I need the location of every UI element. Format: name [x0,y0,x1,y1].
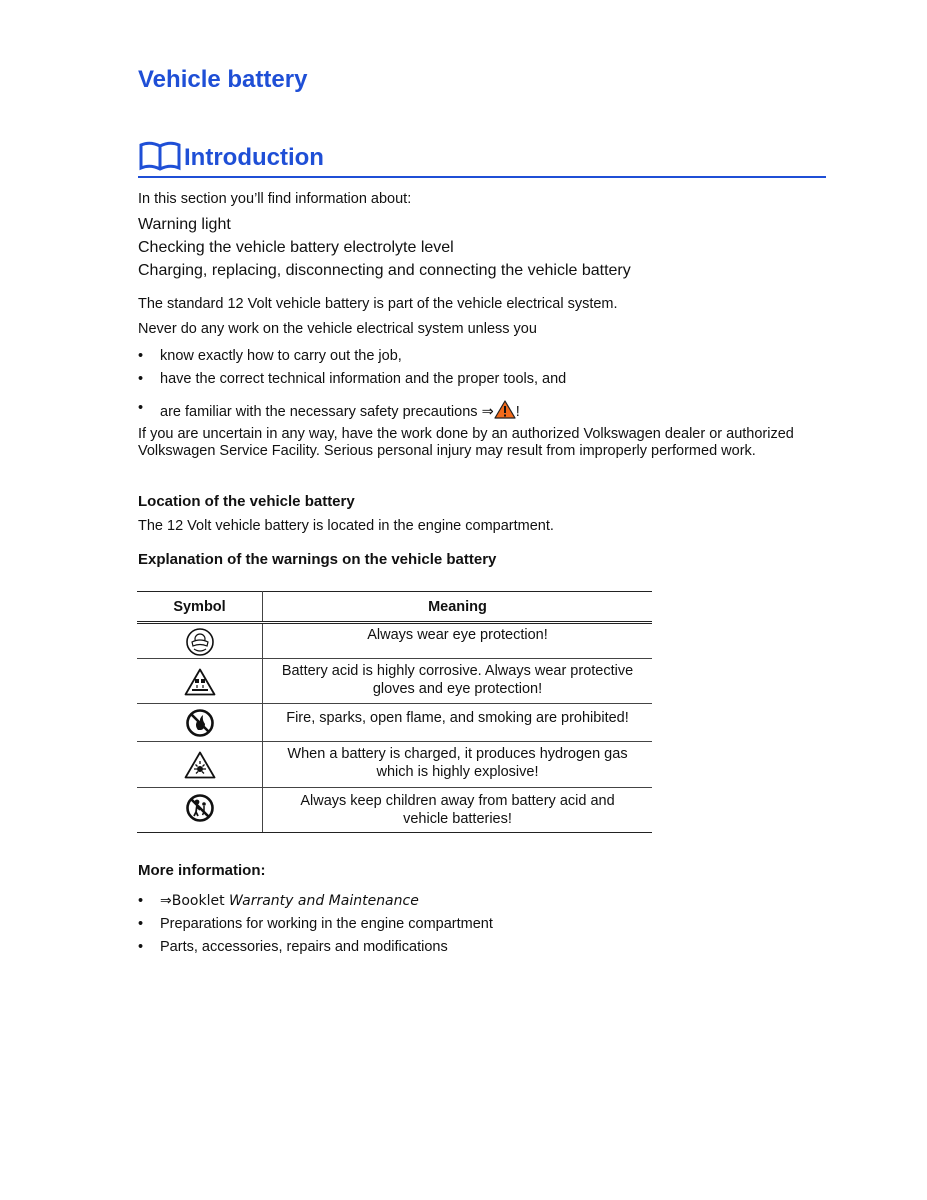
explosive-gas-icon [184,751,216,779]
list-item-suffix: ! [515,404,520,420]
topic-link[interactable]: Warning light [138,216,231,233]
warning-symbols-table [137,591,652,833]
booklet-prefix[interactable]: ⇒Booklet [160,893,225,909]
no-fire-icon [185,708,215,738]
paragraph: The standard 12 Volt vehicle battery is part of the vehicle electrical system. [138,296,618,312]
table-row [137,788,652,833]
keep-children-away-icon [185,793,215,823]
eye-protection-icon [185,627,215,657]
table-cell: Always wear eye protection! [263,623,653,659]
paragraph: The 12 Volt vehicle battery is located in the engine compartment. [138,518,554,534]
table-header-row [137,592,652,623]
table-cell: Battery acid is highly corrosive. Always wear protective gloves and eye protection! [263,659,653,704]
subheading: More information: [138,862,266,879]
column-header: Meaning [263,592,653,623]
section-title: Introduction [184,144,324,171]
topic-link[interactable]: Charging, replacing, disconnecting and connecting the vehicle battery [138,262,631,279]
intro-lead: In this section you’ll find information about: [138,191,412,207]
paragraph: Never do any work on the vehicle electrical system unless you [138,321,537,337]
table-row [137,623,652,659]
table-row [137,659,652,704]
table-cell: When a battery is charged, it produces hydrogen gas which is highly explosive! [263,742,653,788]
paragraph: If you are uncertain in any way, have the work done by an authorized Volkswagen dealer or authorized Volkswagen Service Facility. Serious personal injury may result from improperly performed work. [138,426,794,459]
column-header: Symbol [137,592,263,623]
page-title: Vehicle battery [138,66,308,93]
list-item-text: are familiar with the necessary safety precautions ⇒ [160,404,494,420]
warning-triangle-icon[interactable] [494,400,516,419]
open-book-icon [138,140,182,172]
booklet-title[interactable]: Warranty and Maintenance [229,893,419,909]
table-row [137,704,652,742]
topic-link[interactable]: Checking the vehicle battery electrolyte level [138,239,454,256]
subheading: Explanation of the warnings on the vehicle battery [138,551,497,568]
corrosive-acid-icon [184,668,216,696]
table-cell: Always keep children away from battery acid and vehicle batteries! [263,788,653,833]
table-cell: Fire, sparks, open flame, and smoking are prohibited! [263,704,653,742]
subheading: Location of the vehicle battery [138,493,355,510]
table-row [137,742,652,788]
section-header [138,138,826,178]
